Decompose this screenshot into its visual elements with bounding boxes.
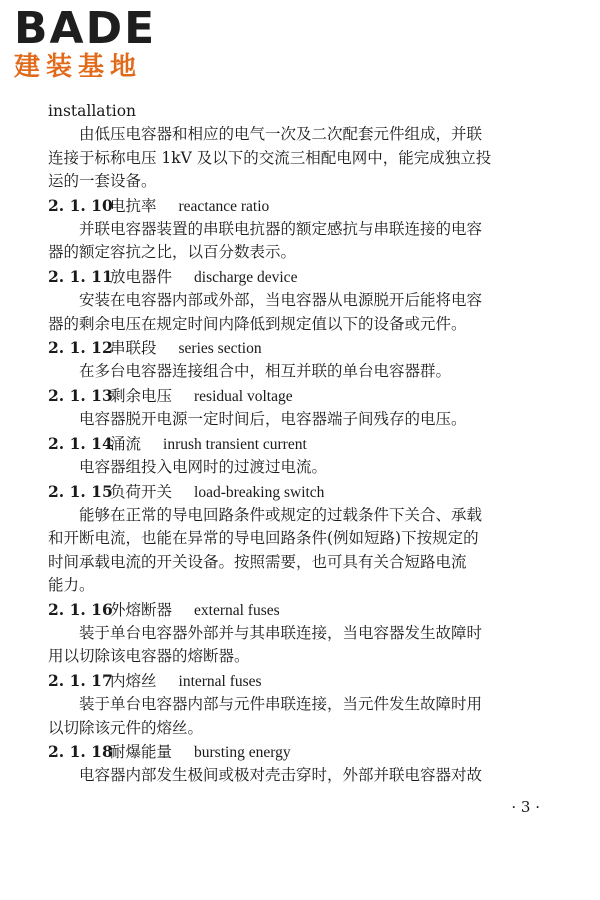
term-heading: [48, 669, 548, 693]
logo-tagline: 建装基地: [14, 52, 143, 82]
document-body: [48, 100, 548, 788]
term-chinese: 负荷开关: [110, 482, 173, 501]
text-line: 电容器脱开电源一定时间后，电容器端子间残存的电压。: [79, 410, 467, 429]
term-chinese: 耐爆能量: [110, 742, 173, 761]
text-line: 时间承载电流的开关设备。按照需要，也可具有关合短路电流: [48, 552, 467, 571]
term-english: internal fuses: [178, 672, 262, 690]
term-number: 2. 1. 12: [48, 338, 113, 358]
text-line: 能力。: [48, 576, 95, 595]
text-line: 器的剩余电压在规定时间内降低到规定值以下的设备或元件。: [48, 314, 467, 333]
term-english: series section: [178, 340, 262, 358]
term-chinese: 剩余电压: [110, 386, 173, 405]
term-heading: [48, 336, 548, 360]
text-line: 用以切除该电容器的熔断器。: [48, 647, 250, 666]
term-number: 2. 1. 18: [48, 741, 113, 761]
text-line: 并联电容器装置的串联电抗器的额定感抗与串联连接的电容: [79, 220, 483, 239]
term-heading: [48, 740, 548, 764]
text-line: 能够在正常的导电回路条件或规定的过载条件下关合、承载: [79, 505, 483, 524]
term-heading: [48, 598, 548, 622]
term-chinese: 电抗率: [110, 196, 157, 215]
term-number: 2. 1. 14: [48, 433, 113, 453]
term-heading: [48, 480, 548, 504]
bade-logo: [14, 3, 184, 82]
term-chinese: 放电器件: [110, 267, 173, 286]
text-line: 安装在电容器内部或外部，当电容器从电源脱开后能将电容: [79, 291, 483, 310]
term-english: external fuses: [194, 601, 280, 619]
term-number: 2. 1. 13: [48, 385, 113, 405]
text-line: 器的额定容抗之比，以百分数表示。: [48, 243, 297, 262]
term-number: 2. 1. 17: [48, 670, 113, 690]
term-chinese: 外熔断器: [110, 600, 173, 619]
term-chinese: 内熔丝: [110, 671, 157, 690]
text-line: 装于单台电容器内部与元件串联连接，当元件发生故障时用: [79, 695, 483, 714]
term-english: discharge device: [194, 268, 298, 286]
term-english: load-breaking switch: [194, 483, 325, 501]
term-number: 2. 1. 10: [48, 195, 113, 215]
text-line: 电容器内部发生极间或极对壳击穿时，外部并联电容器对故: [79, 766, 483, 785]
text-line: 由低压电容器和相应的电气一次及二次配套元件组成，并联: [79, 125, 483, 144]
text-line: 装于单台电容器外部并与其串联连接，当电容器发生故障时: [79, 623, 483, 642]
term-english: inrush transient current: [163, 435, 307, 453]
text-line: 电容器组投入电网时的过渡过电流。: [79, 458, 328, 477]
term-heading: [48, 194, 548, 218]
term-english: bursting energy: [194, 743, 291, 761]
page-number: · 3 ·: [511, 798, 540, 816]
term-english: residual voltage: [194, 387, 293, 405]
term-heading: [48, 384, 548, 408]
term-chinese: 涌流: [110, 434, 142, 453]
text-line: 以切除该元件的熔丝。: [48, 718, 204, 737]
text-line: installation: [48, 102, 137, 120]
text-line: 在多台电容器连接组合中，相互并联的单台电容器群。: [79, 362, 452, 381]
term-english: reactance ratio: [178, 197, 270, 215]
text-line: 运的一套设备。: [48, 172, 157, 191]
term-heading: [48, 432, 548, 456]
term-number: 2. 1. 15: [48, 481, 113, 501]
text-line: 和开断电流，也能在异常的导电回路条件(例如短路)下按规定的: [48, 529, 479, 548]
term-number: 2. 1. 11: [48, 266, 113, 286]
term-number: 2. 1. 16: [48, 599, 113, 619]
term-heading: [48, 265, 548, 289]
text-line: 连接于标称电压 1kV 及以下的交流三相配电网中，能完成独立投: [48, 148, 492, 167]
term-chinese: 串联段: [110, 339, 157, 358]
logo-brand: BADE: [14, 3, 157, 54]
